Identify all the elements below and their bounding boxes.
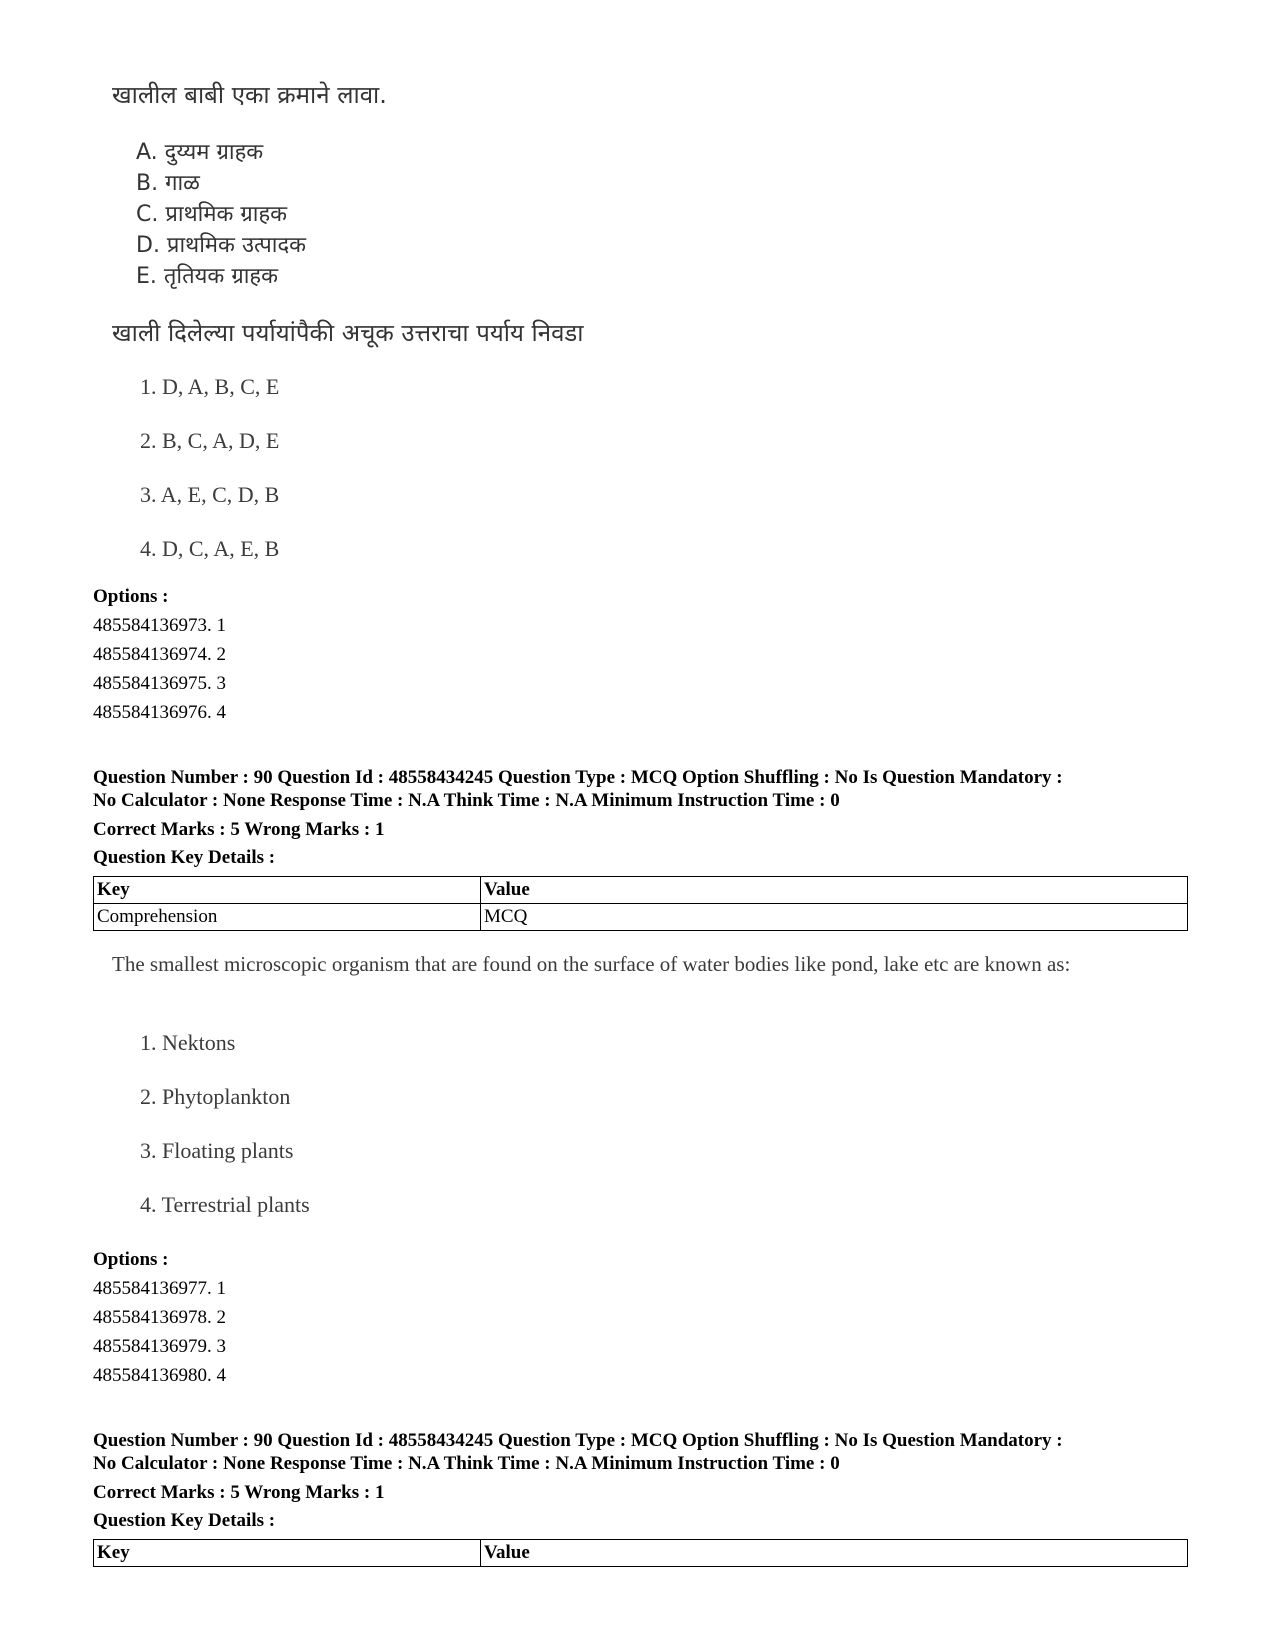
table-header-key: Key (94, 877, 481, 904)
table-header-row (94, 1540, 1188, 1567)
question-meta: Question Number : 90 Question Id : 48558434245 Question Type : MCQ Option Shuffling : No Is Question Mandatory : (93, 767, 1063, 788)
list-item: B. गाळ (136, 171, 200, 196)
answer-choice: 1. Nektons (140, 1030, 236, 1055)
list-item: E. तृतियक ग्राहक (136, 264, 278, 289)
answer-choice: 2. Phytoplankton (140, 1084, 291, 1109)
answer-choice: 3. A, E, C, D, B (140, 482, 280, 507)
options-label: Options : (93, 586, 169, 607)
option-id: 485584136979. 3 (93, 1336, 226, 1357)
option-id: 485584136977. 1 (93, 1278, 226, 1299)
option-id: 485584136978. 2 (93, 1307, 226, 1328)
options-label: Options : (93, 1249, 169, 1270)
option-id: 485584136973. 1 (93, 615, 226, 636)
table-cell: MCQ (481, 904, 1188, 931)
question-image-marathi (0, 0, 1275, 560)
table-cell: Comprehension (94, 904, 481, 931)
table-header-value: Value (481, 1540, 1188, 1567)
question-marks: Correct Marks : 5 Wrong Marks : 1 (93, 1482, 385, 1503)
question-meta: No Calculator : None Response Time : N.A Think Time : N.A Minimum Instruction Time : 0 (93, 790, 840, 811)
table-header-row (94, 877, 1188, 904)
option-id: 485584136974. 2 (93, 644, 226, 665)
key-details-label: Question Key Details : (93, 1510, 276, 1531)
list-item: C. प्राथमिक ग्राहक (136, 202, 288, 227)
option-id: 485584136976. 4 (93, 702, 226, 723)
table-header-value: Value (481, 877, 1188, 904)
option-id: 485584136980. 4 (93, 1365, 226, 1386)
option-id: 485584136975. 3 (93, 673, 226, 694)
question-marks: Correct Marks : 5 Wrong Marks : 1 (93, 819, 385, 840)
key-details-label: Question Key Details : (93, 847, 276, 868)
answer-choice: 1. D, A, B, C, E (140, 374, 280, 399)
question-stem: The smallest microscopic organism that are found on the surface of water bodies like pond, lake etc are known as: (112, 952, 1071, 976)
key-details-table (93, 876, 1188, 931)
question-meta: No Calculator : None Response Time : N.A Think Time : N.A Minimum Instruction Time : 0 (93, 1453, 840, 1474)
table-header-key: Key (94, 1540, 481, 1567)
answer-choice: 4. D, C, A, E, B (140, 536, 280, 561)
key-details-table (93, 1539, 1188, 1567)
question-stem: खालील बाबी एका क्रमाने लावा. (112, 81, 387, 109)
question-image-english (0, 950, 1275, 1230)
list-item: A. दुय्यम ग्राहक (136, 140, 264, 165)
list-item: D. प्राथमिक उत्पादक (136, 233, 307, 258)
table-row (94, 904, 1188, 931)
answer-choice: 2. B, C, A, D, E (140, 428, 280, 453)
answer-choice: 4. Terrestrial plants (140, 1192, 310, 1217)
answer-choice: 3. Floating plants (140, 1138, 294, 1163)
question-meta: Question Number : 90 Question Id : 48558434245 Question Type : MCQ Option Shuffling : No Is Question Mandatory : (93, 1430, 1063, 1451)
question-instruction: खाली दिलेल्या पर्यायांपैकी अचूक उत्तराचा पर्याय निवडा (112, 319, 584, 347)
